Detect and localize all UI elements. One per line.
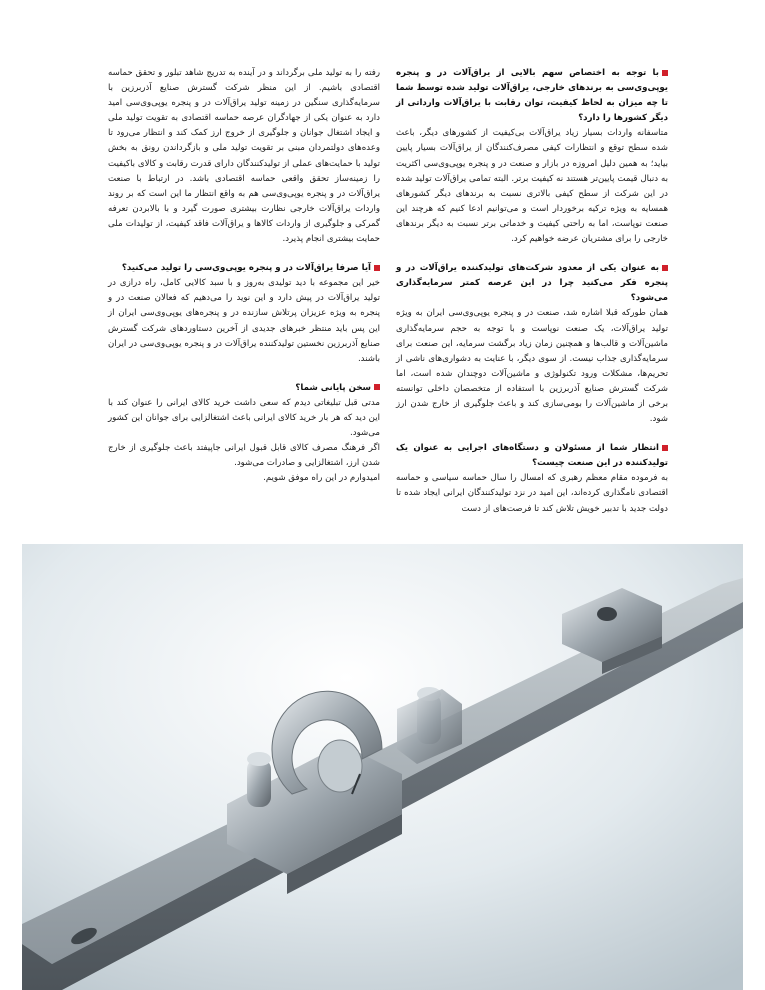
question-heading: به عنوان یکی از معدود شرکت‌های تولیدکننده یراق‌آلات در و پنجره فکر می‌کنید چرا در این عرصه کمتر سرمایه‌گذاری می‌شود؟	[396, 263, 668, 304]
square-bullet-icon	[662, 445, 668, 451]
answer-paragraph: به فرموده مقام معظم رهبری که امسال را سال حماسه سیاسی و حماسه اقتصادی نامگذاری کرده‌اند، این امید در نزد تولیدکنندگان ایرانی ایجاد شده تا دولت جدید با تدبیر خویش تلاش کند تا فرصت‌های از دست	[396, 473, 668, 514]
answer-paragraph: متاسفانه واردات بسیار زیاد یراق‌آلات بی‌کیفیت از کشورهای دیگر، باعث شده سطح توقع و انتظارات کیفی مصرف‌کنندگان از یراق‌آلات بسیار پایین بیاید؛ به همین دلیل امروزه در بازار و صنعت در و پنجره یوپی‌وی‌سی اکثریت به دنبال قیمت پایین‌تر هستند نه کیفیت برتر. البته تمامی یراق‌آلات تولید شده در این شرکت از سطح کیفی بالاتری نسبت به برندهای دیگر کشورهای همسایه به ویژه ترکیه برخوردار است و می‌توانیم ادعا کنیم که هرچند این صنعت نوپاست، اما به راحتی کیفیت و خدماتی برتر نسبت به دیگر برندهای خارجی را برای مشتریان عرضه خواهیم کرد.	[396, 128, 668, 245]
question-heading: با توجه به اختصاص سهم بالایی از یراق‌آلات در و پنجره یوپی‌وی‌سی به برندهای خارجی، یراق‌آلات تولید شده توسط شما تا چه میزان به لحاظ کیفیت، توان رقابت با یراق‌آلات وارداتی از دیگر کشورها را دارد؟	[396, 68, 668, 124]
question-heading: انتظار شما از مسئولان و دستگاه‌های اجرایی به عنوان یک تولیدکننده در این صنعت چیست؟	[396, 443, 668, 469]
question-heading: آیا صرفا یراق‌آلات در و پنجره یوپی‌وی‌سی را تولید می‌کنید؟	[108, 261, 380, 276]
left-column	[108, 66, 380, 492]
square-bullet-icon	[374, 265, 380, 271]
continuation-paragraph: رفته را به تولید ملی برگرداند و در آینده به تدریج شاهد تبلور و تحقق حماسه اقتصادی باشیم. از این منظر شرکت گسترش صنایع آذربرزین با سرمایه‌گذاری سنگین در زمینه تولید یراق‌آلات در و پنجره یوپی‌وی‌سی امید دارد به عنوان یکی از جهادگران عرصه حماسه اقتصادی به تقویت تولید ملی و ایجاد اشتغال جوانان و جلوگیری از خروج ارز کمک کند و انتظار می‌رود تا وعده‌های دولتمردان مبنی بر تقویت تولید ملی و بازگرداندن رونق به بخش تولید با حمایت‌های عملی از تولیدکنندگان دارای قدرت رقابت و کالای باکیفیت را زمینه‌ساز تحقق واقعی حماسه اقتصادی باشد. در ارتباط با صنعت یراق‌آلات در و پنجره یوپی‌وی‌سی هم به واقع انتظار ما این است که بر روند واردات یراق‌آلات خارجی نظارت بیشتری صورت گیرد و با بالابردن تعرفه گمرکی و جلوگیری از واردات کالاها و یراق‌آلات فاقد کیفیت، از تولیدات ملی حمایت بیشتری انجام پذیرد.	[108, 68, 380, 245]
square-bullet-icon	[662, 70, 668, 76]
square-bullet-icon	[374, 384, 380, 390]
window-hardware-icon	[22, 544, 743, 990]
answer-paragraph: خیر این مجموعه با دید تولیدی به‌روز و با سبد کالایی کامل، راه درازی در تولید یراق‌آلات در پیش دارد و این نوید را می‌دهیم که فعالان صنعت در و پنجره به ویژه عزیزان پرتلاش سازنده در و پنجره‌های یوپی‌وی‌سی ایران از این پس باید منتظر خبرهای جدیدی از آخرین دستاوردهای شرکت گسترش صنایع آذربرزین نخستین تولیدکننده یراق‌آلات در و پنجره یوپی‌وی‌سی در ایران باشند.	[108, 278, 380, 364]
right-column	[396, 66, 668, 523]
answer-paragraph: مدتی قبل تبلیغاتی دیدم که سعی داشت خرید کالای ایرانی را عنوان کند با این دید که هر بار خرید کالای ایرانی باعث اشتغالزایی برای جوانان این کشور می‌شود. اگر فرهنگ مصرف کالای قابل قبول ایرانی جاپیفتد باعث جلوگیری از خارج شدن ارز، اشتغالزایی و صادرات می‌شود. امیدوارم در این راه موفق شویم.	[108, 397, 380, 484]
product-photo	[22, 544, 743, 990]
question-heading: سخن پایانی شما؟	[108, 381, 380, 396]
answer-paragraph: همان طورکه قبلا اشاره شد، صنعت در و پنجره یوپی‌وی‌سی ایران به ویژه تولید یراق‌آلات، یک صنعت نوپاست و با توجه به حجم سرمایه‌گذاری ماشین‌آلات و قالب‌ها و همچنین زمان زیاد برگشت سرمایه، این صنعت برای سرمایه‌گذاری جذاب نیست. از سوی دیگر، با عنایت به دشواری‌های ناشی از تحریم‌ها، مشکلات ورود تکنولوژی و ماشین‌آلات دوچندان شده است، اما شرکت گسترش صنایع آذربرزین با استفاده از متخصصان داخلی توانسته برخی از ماشین‌آلات را بومی‌سازی کند و باعث جلوگیری از خارج شدن ارز شود.	[396, 308, 668, 425]
square-bullet-icon	[662, 265, 668, 271]
